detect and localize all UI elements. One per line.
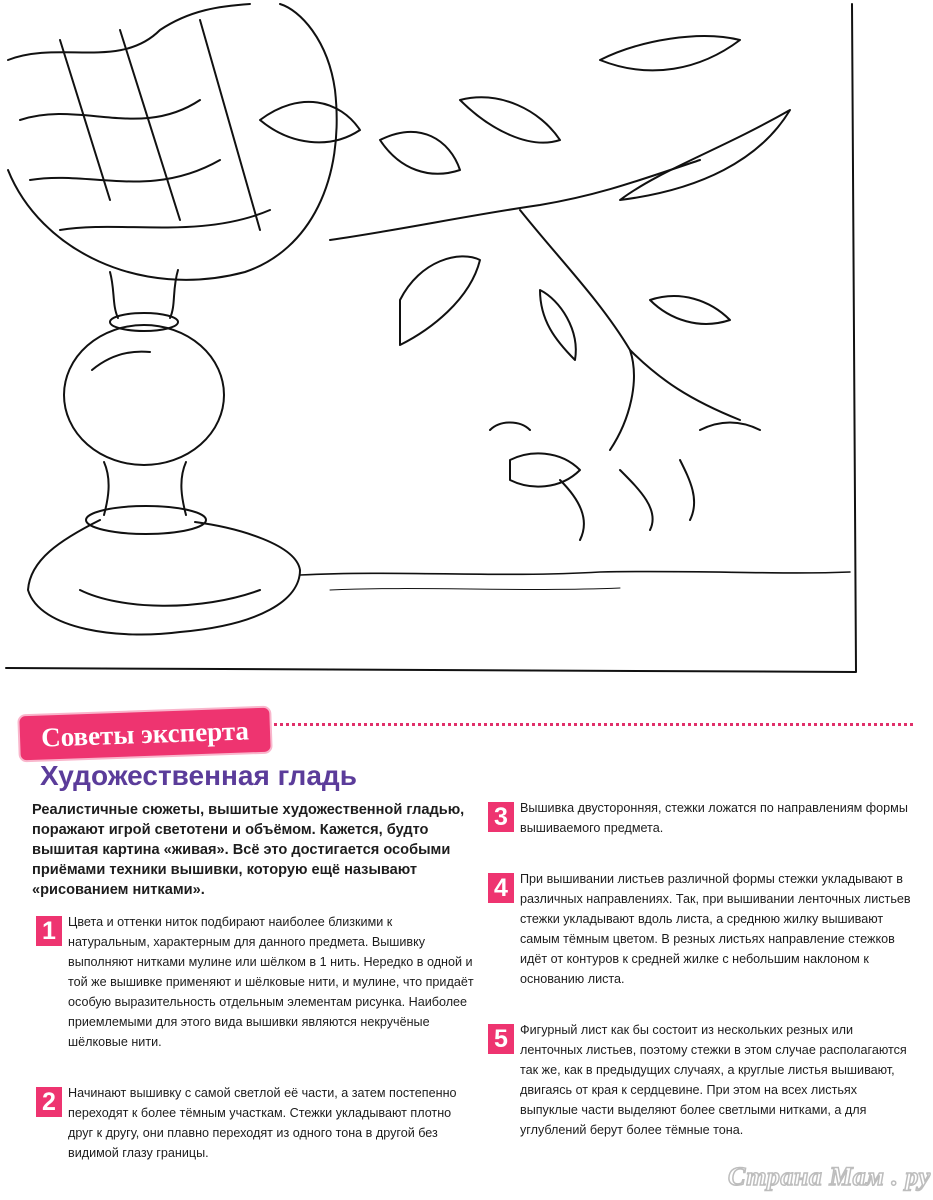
tip-number: 2 (36, 1087, 62, 1117)
tip-number: 5 (488, 1024, 514, 1054)
tip-5 (484, 1020, 914, 1140)
tip-1 (32, 912, 474, 1052)
article-title: Художественная гладь (40, 760, 357, 791)
site-watermark: Страна Мам . ру (728, 1162, 931, 1191)
tip-text: Начинают вышивку с самой светлой её части, а затем постепенно переходят к более тёмным участкам. Стежки укладывают плотно друг к другу, они плавно переходят из одного тона в другой без видимой глазу границы. (68, 1086, 457, 1160)
intro-paragraph: Реалистичные сюжеты, вышитые художественной гладью, поражают игрой светотени и объёмом. Кажется, будто вышитая картина «живая». Всё это достигается особыми приёмами техники вышивки, которую ещё называют «рисованием нитками». (32, 802, 465, 898)
expert-tips-badge (19, 708, 270, 761)
tip-2 (32, 1083, 474, 1163)
badge-label: Советы эксперта (40, 715, 250, 753)
section-divider (268, 723, 913, 726)
right-column (484, 798, 914, 1140)
tip-text: Цвета и оттенки ниток подбирают наиболее близкими к натуральным, характерным для данного предмета. Вышивку выполняют нитками мулине или шёлком в 1 нить. Нередко в одной и той же вышивке применяют и шёлковые нити, и мулине, что придаёт особую выразительность отдельным элементам рисунка. Наиболее приемлемыми для этого вида вышивки являются некручёные шёлковые нити. (68, 915, 474, 1049)
left-column (32, 912, 474, 1163)
tip-text: Фигурный лист как бы состоит из нескольких резных или ленточных листьев, поэтому стежки в этом случае располагаются так же, как в предыдущих случаях, а круглые листья вышивают, двигаясь от края к сердцевине. При этом на всех листьях выпуклые части выделяют более светлыми нитками, а для углублений берут более тёмные тона. (520, 1023, 907, 1137)
tip-text: При вышивании листьев различной формы стежки укладывают в различных направлениях. Так, при вышивании ленточных листьев стежки укладывают вдоль листа, а среднюю жилку вышивают самым тёмным цветом. В резных листьях направление стежков идёт от контуров к средней жилке с небольшим наклоном к основанию листа. (520, 872, 911, 986)
tip-4 (484, 869, 914, 989)
tip-3 (484, 798, 914, 838)
tip-number: 4 (488, 873, 514, 903)
tip-text: Вышивка двусторонняя, стежки ложатся по направлениям формы вышиваемого предмета. (520, 801, 908, 835)
tip-number: 1 (36, 916, 62, 946)
tip-number: 3 (488, 802, 514, 832)
